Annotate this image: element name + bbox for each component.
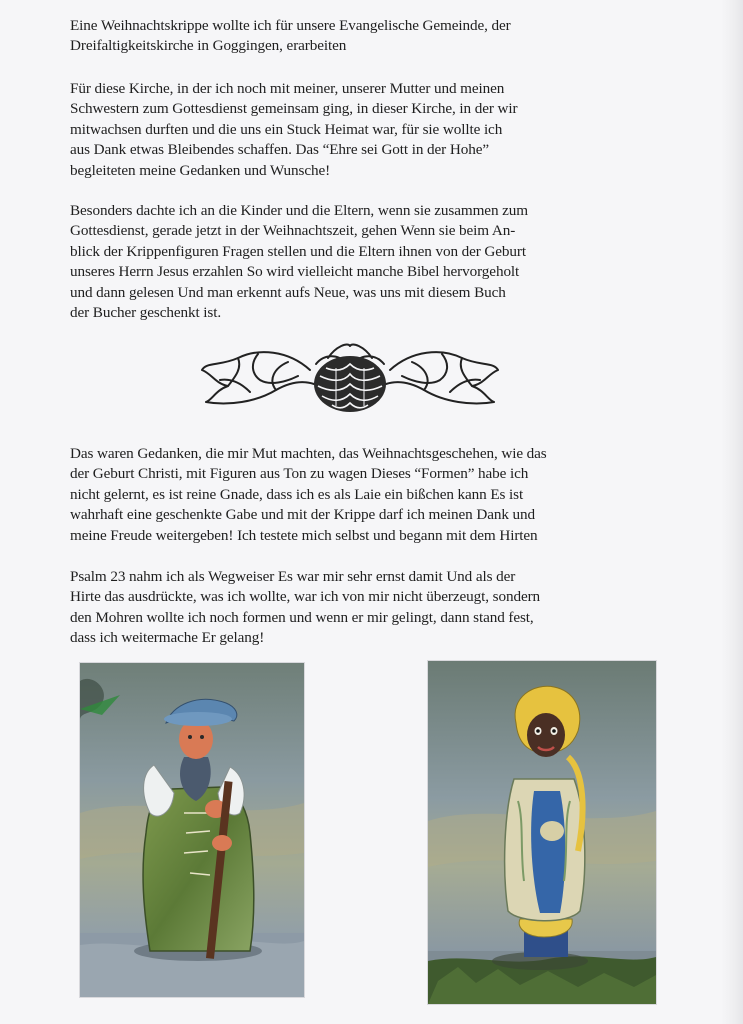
text-line: mitwachsen durften und die uns ein Stuck Heimat war, für sie wollte ich: [70, 120, 503, 138]
text-line: Besonders dachte ich an die Kinder und die Eltern, wenn sie zusammen zum: [70, 202, 528, 219]
moor-figure-photo: [427, 660, 657, 1005]
text-line: Psalm 23 nahm ich als Wegweiser Es war mir sehr ernst damit Und als der: [70, 568, 516, 585]
text-line: und dann gelesen Und man erkennt aufs Neue, was uns mit diesem Buch: [70, 283, 506, 301]
text-line: Gottesdienst, gerade jetzt in der Weihnachtszeit, gehen Wenn sie beim An-: [70, 222, 516, 240]
text-line: Hirte das ausdrückte, was ich wollte, war ich von mir nicht überzeugt, sondern: [70, 588, 541, 606]
text-line: aus Dank etwas Bleibendes schaffen. Das “Ehre sei Gott in der Hohe”: [70, 141, 489, 159]
text-line: der Geburt Christi, mit Figuren aus Ton zu wagen Dieses “Formen” habe ich: [70, 465, 529, 483]
paragraph-children: [70, 201, 670, 323]
text-line: den Mohren wollte ich noch formen und wenn er mir gelingt, dann stand fest,: [70, 608, 534, 626]
text-line: der Bucher geschenkt ist.: [70, 304, 222, 322]
pinecone-ribbon-ornament-icon: [198, 340, 502, 416]
clay-shepherd-figure-icon: [80, 663, 304, 997]
text-line: begleiteten meine Gedanken und Wunsche!: [70, 161, 331, 179]
text-line: Schwestern zum Gottesdienst gemeinsam ging, in dieser Kirche, in der wir: [70, 100, 518, 118]
text-line: wahrhaft eine geschenkte Gabe und mit der Krippe darf ich meinen Dank und: [70, 506, 536, 524]
text-line: blick der Krippenfiguren Fragen stellen und die Eltern ihnen von der Geburt: [70, 242, 527, 260]
clay-moor-figure-icon: [428, 661, 656, 1004]
text-line: Dreifaltigkeitskirche in Goggingen, erarbeiten: [70, 37, 347, 55]
text-line: Eine Weihnachtskrippe wollte ich für unsere Evangelische Gemeinde, der: [70, 17, 511, 34]
paragraph-psalm: [70, 567, 670, 649]
text-line: meine Freude weitergeben! Ich testete mich selbst und begann mit dem Hirten: [70, 526, 538, 544]
text-line: nicht gelernt, es ist reine Gnade, dass ich es als Laie ein bißchen kann Es ist: [70, 485, 524, 503]
paragraph-church: [70, 79, 670, 181]
text-line: unseres Herrn Jesus erzahlen So wird vielleicht manche Bibel hervorgeholt: [70, 263, 520, 281]
text-line: Das waren Gedanken, die mir Mut machten, das Weihnachtsgeschehen, wie das: [70, 445, 547, 462]
text-line: Für diese Kirche, in der ich noch mit meiner, unserer Mutter und meinen: [70, 80, 505, 97]
page-edge-shadow: [721, 0, 743, 1024]
paragraph-clay: [70, 444, 670, 546]
shepherd-figure-photo: [79, 662, 305, 998]
text-line: dass ich weitermache Er gelang!: [70, 629, 265, 647]
paragraph-intro: [70, 16, 670, 57]
